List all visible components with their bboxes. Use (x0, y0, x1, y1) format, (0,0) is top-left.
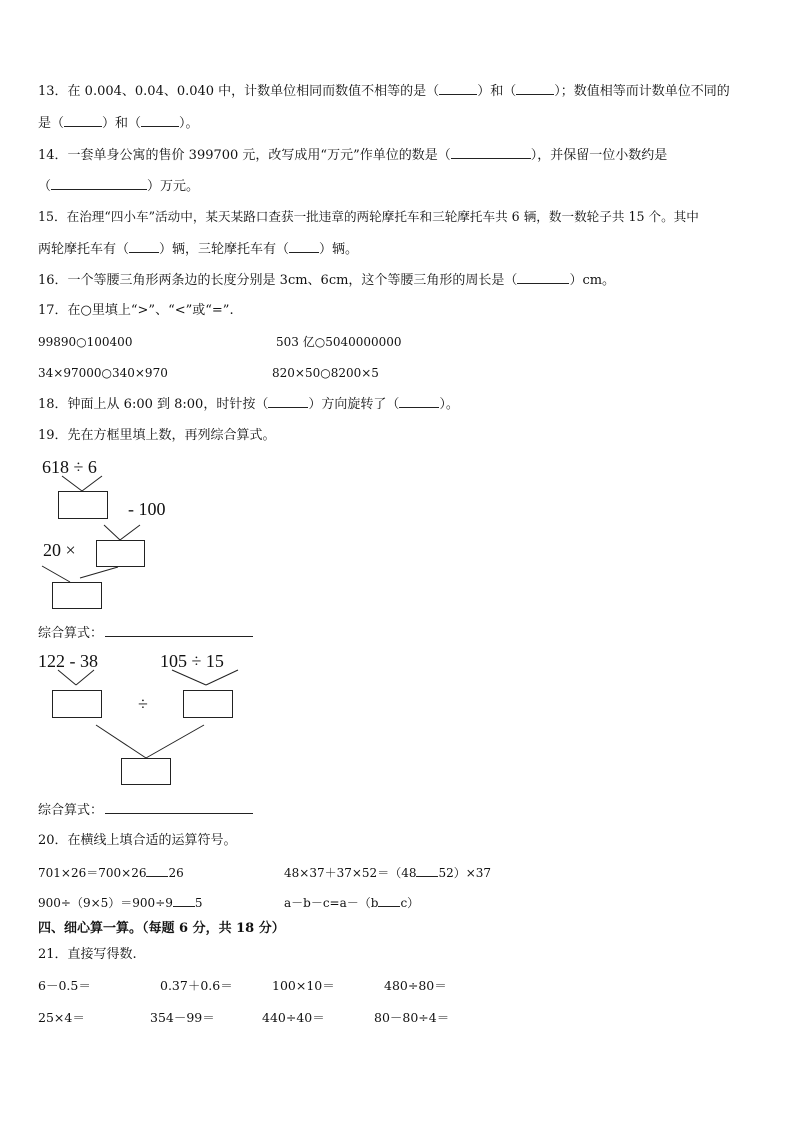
q13-text-and-2: ）和（ (102, 116, 142, 131)
q18-text: 18．钟面上从 6:00 到 8:00，时针按（ (38, 397, 269, 412)
q17-item-4[interactable]: 820×50○8200×5 (272, 366, 379, 380)
q20-item-3-pre: 900÷（9×5）＝900÷9 (38, 896, 173, 910)
q17-title: 17．在○里填上“>”、“<”或“=”. (38, 303, 234, 318)
q19-d2-left-expression: 122 - 38 (38, 651, 98, 671)
q20-title: 20．在横线上填合适的运算符号。 (38, 833, 237, 848)
q20-blank-2[interactable] (416, 865, 438, 877)
q18-text-end: ）。 (439, 397, 459, 412)
q13-text-end: ）。 (179, 116, 199, 131)
q20-item-3-post: 5 (194, 896, 203, 910)
q19-d1-box-2[interactable] (96, 540, 145, 567)
q14-text-tail: ），并保留一位小数约是 (530, 148, 668, 163)
q15-text-mid: ）辆，三轮摩托车有（ (159, 242, 290, 257)
q13-text-tail: ）；数值相等而计数单位不同的 (554, 84, 730, 99)
q20-item-1 (38, 864, 184, 882)
q17-item-3[interactable]: 34×97000○340×970 (38, 366, 168, 380)
q15-text-end: ）辆。 (319, 242, 359, 257)
q20-item-1-post: 26 (168, 866, 184, 880)
q18-text-mid: ）方向旋转了（ (308, 397, 400, 412)
q21-r2-c4[interactable]: 80－80÷4＝ (374, 1010, 450, 1025)
q19-d1-mult-20: 20 × (43, 540, 76, 560)
q19-d1-box-1[interactable] (58, 491, 108, 519)
q21-title: 21．直接写得数. (38, 947, 137, 962)
q14-text-2: （ (38, 179, 52, 194)
q19-d2-divide-sign: ÷ (138, 694, 148, 714)
q19-d2-formula (38, 801, 253, 820)
q19-d2-box-result[interactable] (121, 758, 171, 785)
q21-r2-c3[interactable]: 440÷40＝ (262, 1010, 325, 1025)
q15-text: 15．在治理“四小车”活动中，某天某路口查获一批违章的两轮摩托车和三轮摩托车共 6 辆，数一数轮子共 15 个。其中 (38, 209, 699, 224)
q16-text: 16．一个等腰三角形两条边的长度分别是 3cm、6cm，这个等腰三角形的周长是（ (38, 273, 518, 288)
q21-r2-c2[interactable]: 354－99＝ (150, 1010, 215, 1025)
q19-title: 19．先在方框里填上数，再列综合算式。 (38, 428, 276, 443)
q17-item-2[interactable]: 503 亿○5040000000 (276, 335, 402, 349)
q13-text: 13．在 0.004、0.04、0.040 中，计数单位相同而数值不相等的是（ (38, 84, 440, 99)
q20-item-4 (284, 894, 419, 912)
q20-item-4-pre: a－b－c=a－（b (284, 896, 379, 910)
q19-d1-formula-label: 综合算式： (38, 626, 104, 641)
q20-blank-4[interactable] (378, 895, 400, 907)
q13-text-and: ）和（ (477, 84, 517, 99)
q16-text-end: ）cm。 (569, 273, 616, 288)
q19-d1-top-expression: 618 ÷ 6 (42, 457, 97, 477)
q19-d2-formula-blank[interactable] (105, 801, 253, 814)
q21-r1-c4[interactable]: 480÷80＝ (384, 978, 447, 993)
q21-r1-c3[interactable]: 100×10＝ (272, 978, 335, 993)
q19-d2-box-left[interactable] (52, 690, 102, 718)
q20-item-3 (38, 894, 203, 912)
q19-d1-formula-blank[interactable] (105, 624, 253, 637)
q19-d2-box-right[interactable] (183, 690, 233, 718)
section-4-heading: 四、细心算一算。（每题 6 分，共 18 分） (38, 921, 285, 936)
q20-blank-3[interactable] (173, 895, 195, 907)
q20-item-1-pre: 701×26＝700×26 (38, 866, 147, 880)
q20-item-2-pre: 48×37＋37×52＝（48 (284, 866, 417, 880)
q15-text-2: 两轮摩托车有（ (38, 242, 130, 257)
q21-r1-c2[interactable]: 0.37＋0.6＝ (160, 978, 233, 993)
q19-d1-box-3[interactable] (52, 582, 102, 609)
q19-d1-minus-100: - 100 (128, 499, 166, 519)
q21-r1-c1[interactable]: 6－0.5＝ (38, 978, 91, 993)
q19-d1-formula (38, 624, 253, 643)
q13-text-2: 是（ (38, 116, 65, 131)
q19-d2-right-expression: 105 ÷ 15 (160, 651, 224, 671)
q14-text: 14．一套单身公寓的售价 399700 元，改写成用“万元”作单位的数是（ (38, 148, 451, 163)
q21-r2-c1[interactable]: 25×4＝ (38, 1010, 85, 1025)
q20-item-2-post: 52）×37 (438, 866, 492, 880)
q17-item-1[interactable]: 99890○100400 (38, 335, 133, 349)
q20-item-2 (284, 864, 491, 882)
q20-item-4-post: c） (400, 896, 420, 910)
q14-text-end: ）万元。 (147, 179, 200, 194)
q20-blank-1[interactable] (146, 865, 168, 877)
q19-d2-formula-label: 综合算式： (38, 803, 104, 818)
